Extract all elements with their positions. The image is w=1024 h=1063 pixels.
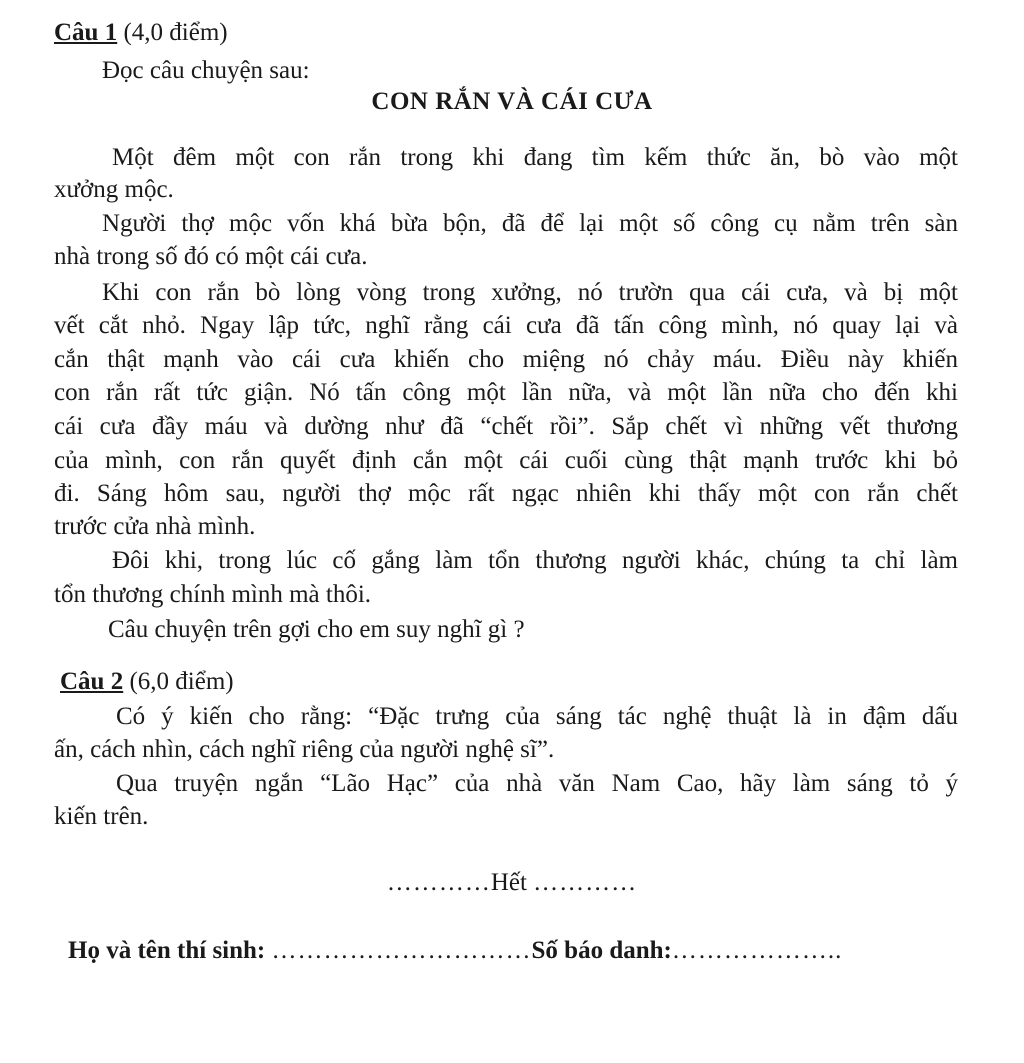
story-line: đi. Sáng hôm sau, người thợ mộc rất ngạc nhiên khi thấy một con rắn chết: [54, 480, 958, 507]
story-line: Đôi khi, trong lúc cố gắng làm tổn thương người khác, chúng ta chỉ làm: [112, 547, 958, 574]
question-2-label: Câu 2: [60, 668, 124, 695]
story-line: con rắn rất tức giận. Nó tấn công một lần nữa, và một lần nữa cho đến khi: [54, 379, 958, 406]
story-line: Khi con rắn bò lòng vòng trong xưởng, nó trườn qua cái cưa, và bị một: [102, 279, 958, 306]
question-2-points: (6,0 điểm): [129, 668, 234, 695]
end-text: Hết: [490, 869, 527, 896]
story-line: Người thợ mộc vốn khá bừa bộn, đã để lại một số công cụ nằm trên sàn: [102, 210, 958, 237]
story-line: trước cửa nhà mình.: [54, 513, 256, 540]
story-line: vết cắt nhỏ. Ngay lập tức, nghĩ rằng cái cưa đã tấn công mình, nó quay lại và: [54, 312, 958, 339]
story-title: CON RẮN VÀ CÁI CƯA: [371, 88, 653, 115]
question-2-line: Qua truyện ngắn “Lão Hạc” của nhà văn Nam Cao, hãy làm sáng tỏ ý: [116, 770, 958, 797]
question-2-line: ấn, cách nhìn, cách nghĩ riêng của người nghệ sĩ”.: [54, 736, 555, 763]
question-1-header: [54, 18, 228, 48]
end-left-dots: …………: [386, 869, 491, 896]
story-line: Một đêm một con rắn trong khi đang tìm kếm thức ăn, bò vào một: [112, 144, 958, 171]
question-1-prompt: Câu chuyện trên gợi cho em suy nghĩ gì ?: [108, 616, 525, 643]
candidate-id-label: Số báo danh:: [531, 937, 672, 964]
story-line: nhà trong số đó có một cái cưa.: [54, 243, 368, 270]
candidate-info-line: [68, 936, 842, 966]
end-right-dots: …………: [533, 869, 638, 896]
question-1-label: Câu 1: [54, 19, 118, 46]
end-marker: [0, 868, 1024, 898]
question-1-points: (4,0 điểm): [123, 19, 228, 46]
story-line: cái cưa đầy máu và dường như đã “chết rồi”. Sắp chết vì những vết thương: [54, 413, 958, 440]
question-2-header: [60, 667, 234, 697]
story-line: cắn thật mạnh vào cái cưa khiến cho miệng nó chảy máu. Điều này khiến: [54, 346, 958, 373]
candidate-name-dots: …………………………: [271, 937, 532, 964]
story-line: xưởng mộc.: [54, 176, 174, 203]
story-line: của mình, con rắn quyết định cắn một cái cuối cùng thật mạnh trước khi bỏ: [54, 447, 958, 474]
question-2-line: Có ý kiến cho rằng: “Đặc trưng của sáng tác nghệ thuật là in đậm dấu: [116, 703, 958, 730]
candidate-id-dots: ………………..: [671, 937, 843, 964]
candidate-name-label: Họ và tên thí sinh:: [68, 937, 266, 964]
question-1-instruction: Đọc câu chuyện sau:: [102, 57, 310, 84]
question-2-line: kiến trên.: [54, 803, 149, 830]
story-line: tổn thương chính mình mà thôi.: [54, 581, 372, 608]
